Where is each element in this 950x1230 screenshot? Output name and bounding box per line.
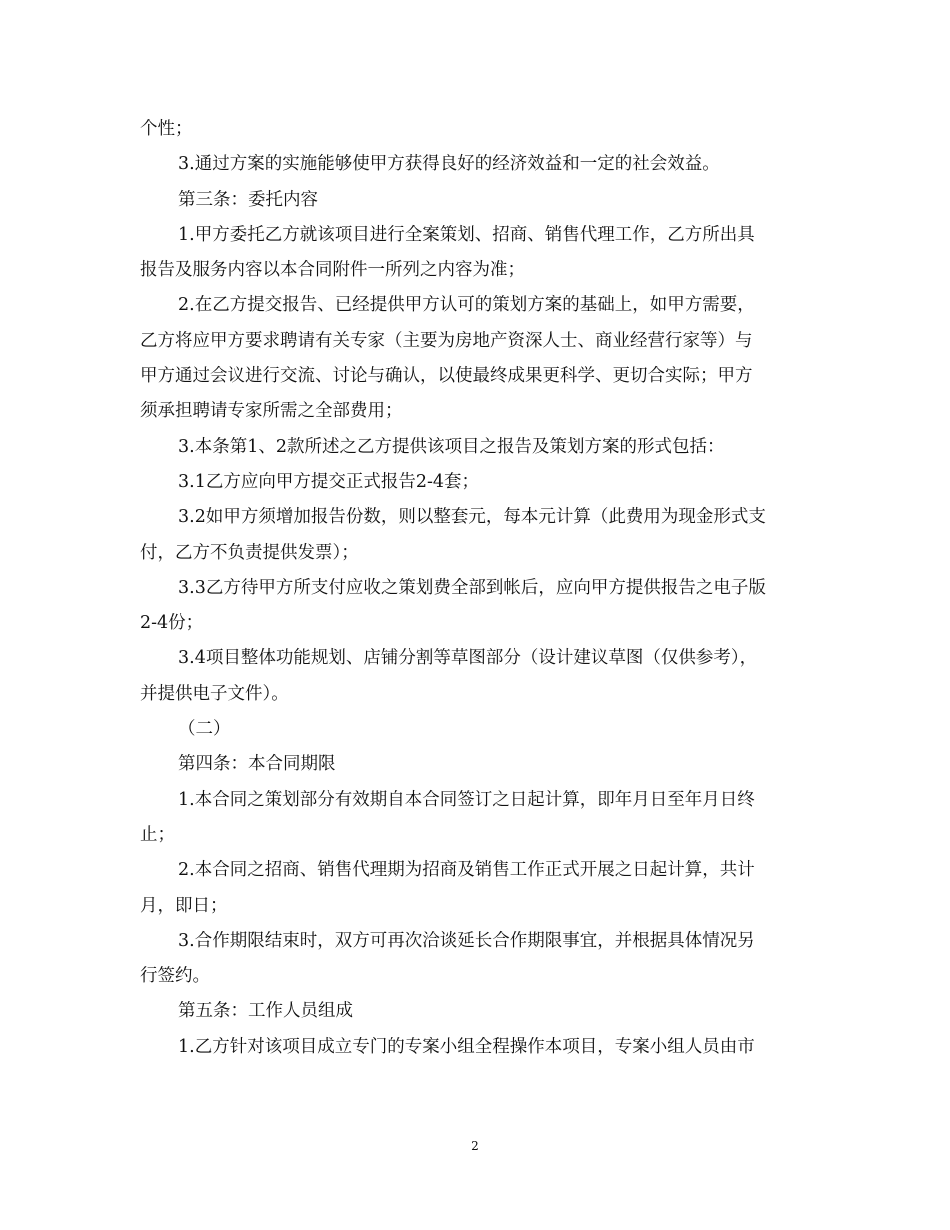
text-line: 1.甲方委托乙方就该项目进行全案策划、招商、销售代理工作，乙方所出具 <box>178 224 755 245</box>
text-line: 3.2如甲方须增加报告份数，则以整套元，每本元计算（此费用为现金形式支 <box>178 507 766 528</box>
text-line: 须承担聘请专家所需之全部费用； <box>140 401 403 422</box>
text-line: 第五条：工作人员组成 <box>178 1001 353 1022</box>
text-line: 3.合作期限结束时，双方可再次洽谈延长合作期限事宜，并根据具体情况另 <box>178 930 755 951</box>
text-line: 报告及服务内容以本合同附件一所列之内容为准； <box>140 260 525 281</box>
text-line: 3.4项目整体功能规划、店铺分割等草图部分（设计建议草图（仅供参考）， <box>178 648 758 669</box>
text-line: 3.3乙方待甲方所支付应收之策划费全部到帐后，应向甲方提供报告之电子版 <box>178 577 766 598</box>
text-line: 乙方将应甲方要求聘请有关专家（主要为房地产资深人士、商业经营行家等）与 <box>140 330 753 351</box>
text-line: 2-4份； <box>140 613 204 634</box>
text-line: 付，乙方不负责提供发票）； <box>140 542 359 563</box>
text-line: 第四条：本合同期限 <box>178 754 336 775</box>
page-number: 2 <box>471 1139 479 1153</box>
text-line: 3.1乙方应向甲方提交正式报告2-4套； <box>178 471 480 492</box>
text-line: 行签约。 <box>140 966 210 987</box>
text-line: 3.本条第1、2款所述之乙方提供该项目之报告及策划方案的形式包括： <box>178 436 725 457</box>
text-line: 月，即日； <box>140 895 228 916</box>
text-line: 甲方通过会议进行交流、讨论与确认，以使最终成果更科学、更切合实际；甲方 <box>140 366 753 387</box>
text-line: 2.在乙方提交报告、已经提供甲方认可的策划方案的基础上，如甲方需要， <box>178 295 755 316</box>
text-line: 第三条：委托内容 <box>178 189 318 210</box>
text-line: 并提供电子文件）。 <box>140 683 289 704</box>
text-line: （二） <box>178 719 231 740</box>
text-line: 3.通过方案的实施能够使甲方获得良好的经济效益和一定的社会效益。 <box>178 154 720 175</box>
text-line: 2.本合同之招商、销售代理期为招商及销售工作正式开展之日起计算，共计 <box>178 860 755 881</box>
text-line: 止； <box>140 824 175 845</box>
text-line: 个性； <box>140 119 193 139</box>
text-line: 1.乙方针对该项目成立专门的专案小组全程操作本项目，专案小组人员由市 <box>178 1036 755 1057</box>
text-line: 1.本合同之策划部分有效期自本合同签订之日起计算，即年月日至年月日终 <box>178 789 755 810</box>
document-body <box>140 112 805 1065</box>
